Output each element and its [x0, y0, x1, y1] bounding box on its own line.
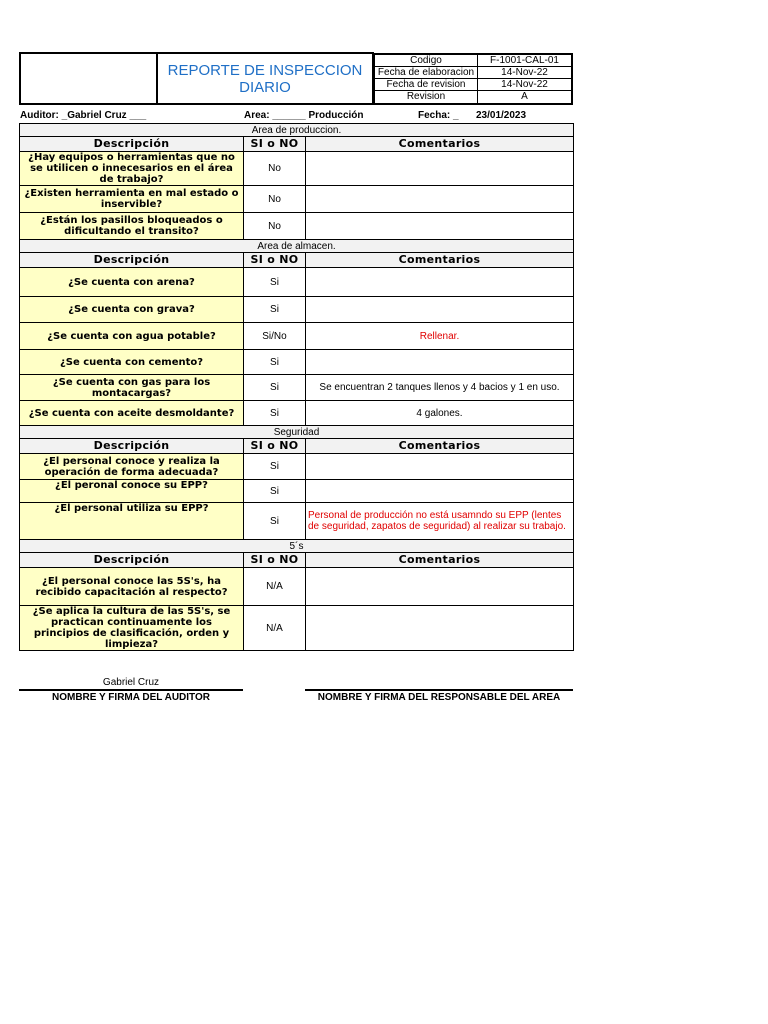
meta-label-revision: Revision [375, 91, 478, 103]
answer-cell: N/A [244, 606, 306, 651]
answer-cell: Si/No [244, 323, 306, 350]
document-header [19, 52, 573, 105]
question-cell: ¿Hay equipos o herramientas que no se utilicen o innecesarios en el área de trabajo? [20, 152, 244, 186]
question-cell: ¿El personal conoce y realiza la operación de forma adecuada? [20, 454, 244, 480]
table-row [20, 480, 574, 503]
section-title: 5´s [20, 540, 574, 553]
comment-cell [306, 297, 574, 323]
answer-cell: Si [244, 454, 306, 480]
answer-cell: Si [244, 401, 306, 426]
meta-label-revision-date: Fecha de revision [375, 79, 478, 91]
table-row [20, 186, 574, 213]
comment-cell: 4 galones. [306, 401, 574, 426]
comment-cell [306, 186, 574, 213]
question-cell: ¿Se cuenta con agua potable? [20, 323, 244, 350]
comment-cell [306, 213, 574, 240]
col-header-descripcion: Descripción [20, 553, 244, 568]
col-header-descripcion: Descripción [20, 137, 244, 152]
comment-cell [306, 152, 574, 186]
answer-cell: Si [244, 268, 306, 297]
table-row [20, 568, 574, 606]
question-cell: ¿Están los pasillos bloqueados o dificultando el transito? [20, 213, 244, 240]
answer-cell: N/A [244, 568, 306, 606]
table-row [20, 454, 574, 480]
col-header-si-no: SI o NO [244, 137, 306, 152]
comment-cell [306, 454, 574, 480]
report-title: REPORTE DE INSPECCION DIARIO [157, 53, 373, 104]
meta-value-revision-date: 14-Nov-22 [478, 79, 572, 91]
question-cell: ¿El personal conoce las 5S's, ha recibido capacitación al respecto? [20, 568, 244, 606]
fecha-value: 23/01/2023 [476, 110, 527, 121]
table-row [20, 268, 574, 297]
comment-cell: Se encuentran 2 tanques llenos y 4 bacios y 1 en uso. [306, 375, 574, 401]
question-cell: ¿Se cuenta con arena? [20, 268, 244, 297]
comment-cell: Personal de producción no está usamndo su EPP (lentes de seguridad, zapatos de seguridad) al realizar su trabajo. [306, 503, 574, 540]
col-header-comentarios: Comentarios [306, 137, 574, 152]
answer-cell: Si [244, 350, 306, 375]
answer-cell: Si [244, 480, 306, 503]
answer-cell: Si [244, 297, 306, 323]
col-header-comentarios: Comentarios [306, 439, 574, 454]
meta-value-elaboracion: 14-Nov-22 [478, 66, 572, 78]
table-row [20, 401, 574, 426]
col-header-si-no: SI o NO [244, 553, 306, 568]
meta-value-codigo: F-1001-CAL-01 [478, 54, 572, 66]
question-cell: ¿Se cuenta con grava? [20, 297, 244, 323]
table-row [20, 323, 574, 350]
question-cell: ¿Se cuenta con gas para los montacargas? [20, 375, 244, 401]
col-header-descripcion: Descripción [20, 253, 244, 268]
col-header-si-no: SI o NO [244, 253, 306, 268]
answer-cell: Si [244, 503, 306, 540]
question-cell: ¿Existen herramienta en mal estado o inservible? [20, 186, 244, 213]
auditor-signature-label: NOMBRE Y FIRMA DEL AUDITOR [52, 692, 210, 703]
question-cell: ¿El personal utiliza su EPP? [20, 503, 244, 540]
logo-area [20, 53, 157, 104]
comment-cell [306, 480, 574, 503]
table-row [20, 213, 574, 240]
responsable-signature-line [305, 689, 573, 691]
question-cell: ¿Se cuenta con cemento? [20, 350, 244, 375]
section-title: Area de produccion. [20, 124, 574, 137]
responsable-signature-label: NOMBRE Y FIRMA DEL RESPONSABLE DEL AREA [317, 692, 561, 703]
section-title: Area de almacen. [20, 240, 574, 253]
table-row [20, 297, 574, 323]
auditor-field: Auditor: _Gabriel Cruz ___ [20, 110, 147, 121]
meta-value-revision: A [478, 91, 572, 103]
fecha-label: Fecha: _ [418, 110, 459, 121]
table-row [20, 152, 574, 186]
col-header-comentarios: Comentarios [306, 553, 574, 568]
comment-cell [306, 350, 574, 375]
table-row [20, 606, 574, 651]
table-row [20, 350, 574, 375]
answer-cell: No [244, 186, 306, 213]
comment-cell [306, 268, 574, 297]
question-cell: ¿Se cuenta con aceite desmoldante? [20, 401, 244, 426]
col-header-si-no: SI o NO [244, 439, 306, 454]
auditor-signature-name: Gabriel Cruz [102, 677, 160, 688]
inspection-table [19, 123, 574, 651]
question-cell: ¿Se aplica la cultura de las 5S's, se practican continuamente los principios de clasificación, orden y limpieza? [20, 606, 244, 651]
answer-cell: Si [244, 375, 306, 401]
answer-cell: No [244, 152, 306, 186]
comment-cell [306, 568, 574, 606]
comment-cell: Rellenar. [306, 323, 574, 350]
comment-cell [306, 606, 574, 651]
answer-cell: No [244, 213, 306, 240]
col-header-comentarios: Comentarios [306, 253, 574, 268]
table-row [20, 503, 574, 540]
meta-label-elaboracion: Fecha de elaboracion [375, 66, 478, 78]
section-title: Seguridad [20, 426, 574, 439]
meta-label-codigo: Codigo [375, 54, 478, 66]
question-cell: ¿El peronal conoce su EPP? [20, 480, 244, 503]
table-row [20, 375, 574, 401]
area-field: Area: ______ Producción [244, 110, 364, 121]
col-header-descripcion: Descripción [20, 439, 244, 454]
meta-block [373, 53, 573, 104]
auditor-signature-line [19, 689, 243, 691]
